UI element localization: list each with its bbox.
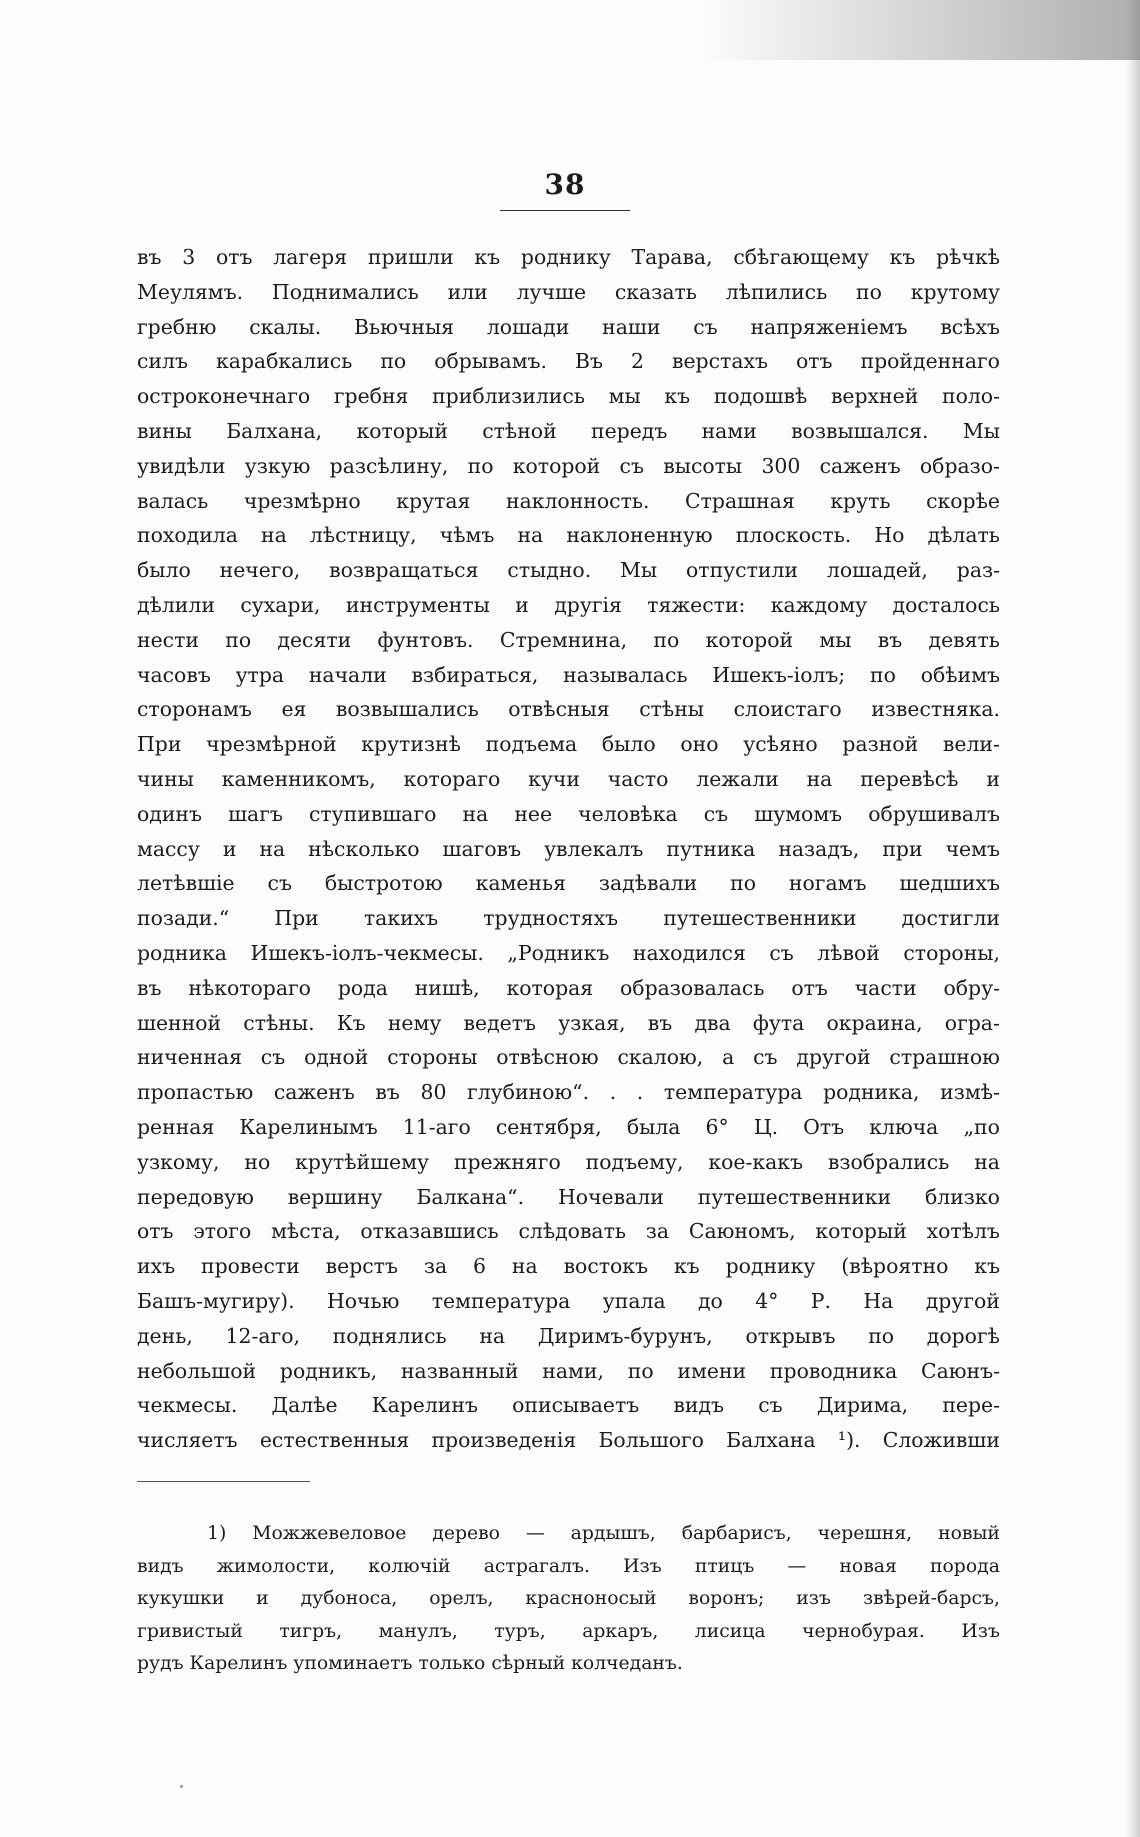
- text-line: родника Ишекъ-іолъ-чекмесы. „Родникъ находился съ лѣвой стороны,: [137, 940, 1000, 965]
- text-line: При чрезмѣрной крутизнѣ подъема было оно усѣяно разной вели-: [137, 732, 1000, 757]
- text-line: ренная Карелинымъ 11-аго сентября, была 6° Ц. Отъ ключа „по: [137, 1114, 1000, 1139]
- text-line: шенной стѣны. Къ нему ведетъ узкая, въ два фута окраина, огра-: [137, 1010, 1000, 1035]
- text-line: валась чрезмѣрно крутая наклонность. Страшная круть скорѣе: [137, 488, 1000, 513]
- text-line: узкому, но крутѣйшему прежняго подъему, кое-какъ взобрались на: [137, 1149, 1000, 1174]
- scan-speck: [180, 1785, 183, 1788]
- text-line: увидѣли узкую разсѣлину, по которой съ высоты 300 саженъ образо-: [137, 453, 1000, 478]
- text-line: Меулямъ. Поднимались или лучше сказать лѣпились по крутому: [137, 279, 1000, 304]
- text-line: въ нѣкотораго рода нишѣ, которая образовалась отъ части обру-: [137, 975, 1000, 1000]
- page-number-rule: [500, 210, 630, 211]
- text-line: позади.“ При такихъ трудностяхъ путешественники достигли: [137, 906, 1000, 931]
- text-line: отъ этого мѣста, отказавшись слѣдовать за Саюномъ, который хотѣлъ: [137, 1219, 1000, 1244]
- scan-edge-shadow: [700, 0, 1140, 60]
- text-line: пропастью саженъ въ 80 глубиною“. . . температура родника, измѣ-: [137, 1080, 1000, 1105]
- text-line: массу и на нѣсколько шаговъ увлекалъ путника назадъ, при чемъ: [137, 836, 1000, 861]
- text-line: чекмесы. Далѣе Карелинъ описываетъ видъ съ Дирима, пере-: [137, 1393, 1000, 1418]
- footnote-line: 1) Можжевеловое дерево — ардышъ, барбарисъ, черешня, новый: [207, 1523, 1000, 1544]
- text-line: передовую вершину Балкана“. Ночевали путешественники близко: [137, 1184, 1000, 1209]
- text-line: одинъ шагъ ступившаго на нее человѣка съ шумомъ обрушивалъ: [137, 801, 1000, 826]
- text-line: день, 12-аго, поднялись на Диримъ-бурунъ, открывъ по дорогѣ: [137, 1323, 1000, 1348]
- footnote: [137, 1518, 1000, 1681]
- main-text: [137, 240, 1000, 1458]
- text-line: дѣлили сухари, инструменты и другія тяжести: каждому досталось: [137, 592, 1000, 617]
- footnote-line: гривистый тигръ, манулъ, туръ, аркаръ, лисица чернобурая. Изъ: [137, 1620, 1000, 1642]
- text-line: чины каменникомъ, котораго кучи часто лежали на перевѣсѣ и: [137, 766, 1000, 791]
- text-line: Башъ-мугиру). Ночью температура упала до 4° Р. На другой: [137, 1288, 1000, 1313]
- text-line: гребню скалы. Вьючныя лошади наши съ напряженіемъ всѣхъ: [137, 314, 1000, 339]
- footnote-line: кукушки и дубоноса, орелъ, красноносый воронъ; изъ звѣрей-барсъ,: [137, 1588, 1000, 1610]
- text-line: ниченная съ одной стороны отвѣсною скалою, а съ другой страшною: [137, 1045, 1000, 1070]
- footnote-line: рудъ Карелинъ упоминаетъ только сѣрный колчеданъ.: [137, 1653, 683, 1675]
- text-line: нести по десяти фунтовъ. Стремнина, по которой мы въ девять: [137, 627, 1000, 652]
- text-line: вины Балхана, который стѣной передъ нами возвышался. Мы: [137, 418, 1000, 443]
- page-number: 38: [544, 168, 586, 201]
- scan-right-edge: [1126, 0, 1140, 1837]
- text-line: часовъ утра начали взбираться, называлась Ишекъ-іолъ; по обѣимъ: [137, 662, 1000, 687]
- text-line: въ 3 отъ лагеря пришли къ роднику Тарава, сбѣгающему къ рѣчкѣ: [137, 245, 1000, 269]
- text-line: числяетъ естественныя произведенія Большого Балхана ¹). Сложивши: [137, 1428, 1000, 1453]
- text-line: силъ карабкались по обрывамъ. Въ 2 верстахъ отъ пройденнаго: [137, 349, 1000, 374]
- footnote-line: видъ жимолости, колючій астрагалъ. Изъ птицъ — новая порода: [137, 1555, 1000, 1577]
- text-line: было нечего, возвращаться стыдно. Мы отпустили лошадей, раз-: [137, 558, 1000, 583]
- text-line: остроконечнаго гребня приблизились мы къ подошвѣ верхней поло-: [137, 384, 1000, 409]
- text-line: сторонамъ ея возвышались отвѣсныя стѣны слоистаго известняка.: [137, 697, 1000, 722]
- text-line: летѣвшіе съ быстротою каменья задѣвали по ногамъ шедшихъ: [137, 871, 1000, 896]
- footnote-separator: [137, 1481, 310, 1482]
- text-line: небольшой родникъ, названный нами, по имени проводника Саюнъ-: [137, 1358, 1000, 1383]
- text-line: ихъ провести верстъ за 6 на востокъ къ роднику (вѣроятно къ: [137, 1254, 1000, 1279]
- text-line: походила на лѣстницу, чѣмъ на наклоненную плоскость. Но дѣлать: [137, 523, 1000, 548]
